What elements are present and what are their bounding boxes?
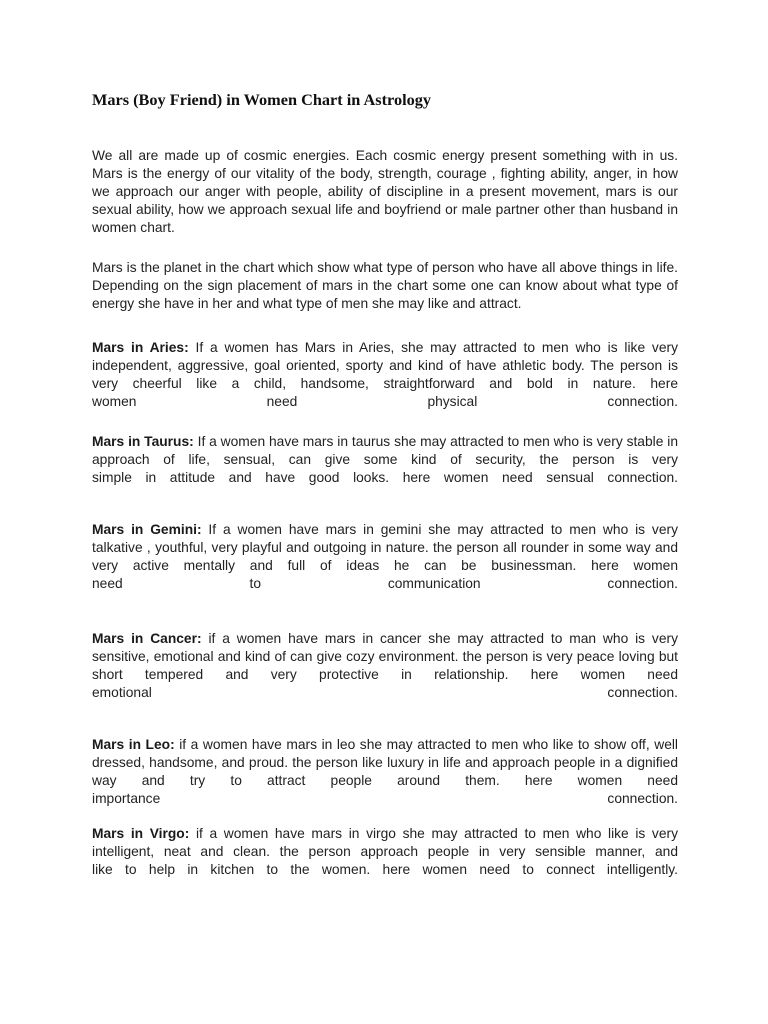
section-last-line: women need physical connection. (92, 394, 678, 409)
intro-paragraph-2: Mars is the planet in the chart which show what type of person who have all above things in life. Depending on the sign placement of mars in the chart some one can know about what type of energy she have in her and what type of men she may like and attract. (92, 260, 678, 311)
section-mars-in-gemini (92, 521, 678, 593)
section-heading: Mars in Virgo: (92, 826, 190, 841)
section-heading: Mars in Leo: (92, 737, 175, 752)
section-last-line: like to help in kitchen to the women. here women need to connect intelligently. (92, 862, 678, 877)
section-heading: Mars in Cancer: (92, 631, 202, 646)
section-mars-in-virgo (92, 825, 678, 879)
section-last-line: importance connection. (92, 791, 678, 806)
section-mars-in-taurus (92, 433, 678, 487)
page-title: Mars (Boy Friend) in Women Chart in Astrology (92, 90, 432, 109)
section-body-text: if a women have mars in leo she may attracted to men who like to show off, well dressed, handsome, and proud. the person like luxury in life and approach people in a dignified way and try to attract people around them. here women need (92, 737, 679, 788)
section-mars-in-cancer (92, 630, 678, 702)
section-body-text: if a women have mars in cancer she may attracted to man who is very sensitive, emotional and kind of can give cozy environment. the person is very peace loving but short tempered and very protective in relationship. here women need (92, 631, 678, 682)
section-heading: Mars in Gemini: (92, 522, 202, 537)
section-last-line: simple in attitude and have good looks. here women need sensual connection. (92, 470, 678, 485)
section-body-text: If a women has Mars in Aries, she may attracted to men who is like very independent, aggressive, goal oriented, sporty and kind of have athletic body. The person is very cheerful like a child, handsome, straightforward and bold in nature. here (92, 340, 678, 391)
section-paragraph (92, 736, 678, 790)
section-paragraph (92, 825, 678, 861)
intro-paragraph-1: We all are made up of cosmic energies. Each cosmic energy present something with in us. Mars is the energy of our vitality of the body, strength, courage , fighting ability, anger, in how we approach our anger with people, ability of discipline in a present movement, mars is our sexual ability, how we approach sexual life and boyfriend or male partner other than husband in women chart. (92, 148, 678, 235)
section-heading: Mars in Taurus: (92, 434, 194, 449)
section-body-text: if a women have mars in virgo she may attracted to men who like is very intelligent, neat and clean. the person approach people in very sensible manner, and (92, 826, 678, 859)
section-paragraph (92, 433, 678, 469)
section-mars-in-aries (92, 339, 678, 411)
section-last-line: emotional connection. (92, 685, 678, 700)
section-paragraph (92, 339, 678, 393)
section-heading: Mars in Aries: (92, 340, 189, 355)
section-mars-in-leo (92, 736, 678, 808)
section-body-text: If a women have mars in gemini she may attracted to men who is very talkative , youthful, very playful and outgoing in nature. the person all rounder in some way and very active mentally and full of ideas he can be businessman. here women (92, 522, 678, 573)
section-body-text: If a women have mars in taurus she may attracted to men who is very stable in approach of life, sensual, can give some kind of security, the person is very (92, 434, 678, 467)
section-paragraph (92, 521, 678, 575)
section-paragraph (92, 630, 678, 684)
section-last-line: need to communication connection. (92, 576, 678, 591)
